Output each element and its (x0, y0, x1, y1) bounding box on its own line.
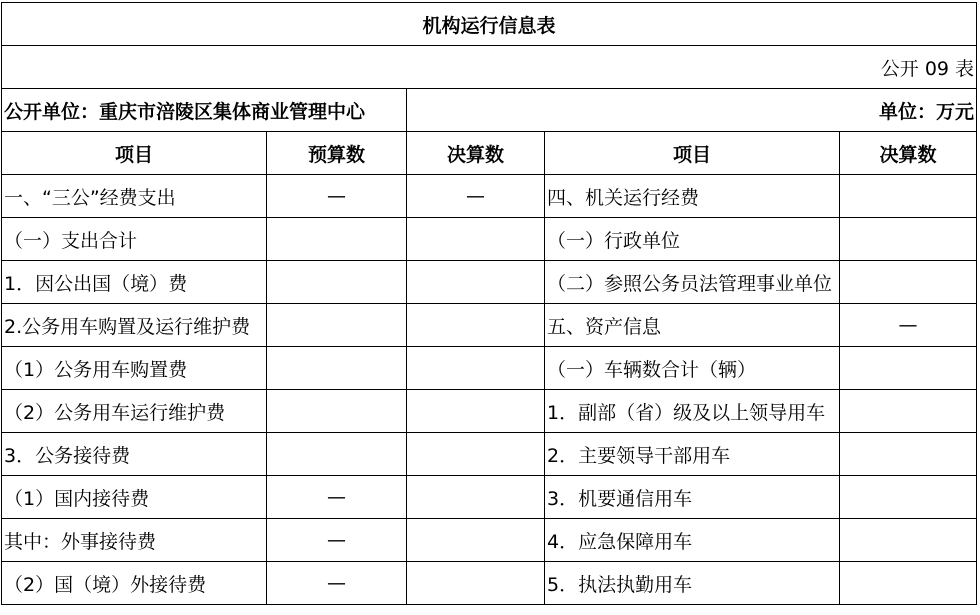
title-row (2, 3, 977, 46)
budget-value (267, 433, 407, 476)
publishing-unit: 公开单位：重庆市涪陵区集体商业管理中心 (2, 89, 407, 132)
right-item: 3．机要通信用车 (545, 476, 840, 519)
table-number: 公开 09 表 (2, 46, 977, 89)
right-final-value (840, 218, 977, 261)
budget-value: — (267, 476, 407, 519)
right-item: 五、资产信息 (545, 304, 840, 347)
right-final-value (840, 347, 977, 390)
table-row (2, 347, 977, 390)
final-value (407, 390, 545, 433)
budget-value (267, 390, 407, 433)
budget-value (267, 261, 407, 304)
right-final-value (840, 261, 977, 304)
header-budget: 预算数 (267, 132, 407, 175)
table-title: 机构运行信息表 (2, 3, 977, 46)
right-item: 四、机关运行经费 (545, 175, 840, 218)
left-item: （一）支出合计 (2, 218, 267, 261)
right-final-value (840, 390, 977, 433)
right-final-value (840, 562, 977, 605)
final-value (407, 261, 545, 304)
header-item-left: 项目 (2, 132, 267, 175)
right-final-value (840, 476, 977, 519)
budget-value (267, 347, 407, 390)
final-value (407, 562, 545, 605)
left-item: 一、“三公”经费支出 (2, 175, 267, 218)
left-item: 其中：外事接待费 (2, 519, 267, 562)
header-final-right: 决算数 (840, 132, 977, 175)
table-row (2, 519, 977, 562)
right-item: 2．主要领导干部用车 (545, 433, 840, 476)
final-value (407, 476, 545, 519)
currency-unit: 单位：万元 (407, 89, 977, 132)
left-item: 1．因公出国（境）费 (2, 261, 267, 304)
right-item: （一）行政单位 (545, 218, 840, 261)
table-row (2, 562, 977, 605)
right-item: 5．执法执勤用车 (545, 562, 840, 605)
final-value (407, 218, 545, 261)
right-final-value: — (840, 304, 977, 347)
right-item: （二）参照公务员法管理事业单位 (545, 261, 840, 304)
right-item: （一）车辆数合计（辆） (545, 347, 840, 390)
table-row (2, 304, 977, 347)
table-row (2, 433, 977, 476)
final-value (407, 347, 545, 390)
right-final-value (840, 175, 977, 218)
budget-value (267, 304, 407, 347)
table-number-row (2, 46, 977, 89)
right-item: 1．副部（省）级及以上领导用车 (545, 390, 840, 433)
table-row (2, 390, 977, 433)
budget-value (267, 218, 407, 261)
table-row (2, 218, 977, 261)
final-value (407, 519, 545, 562)
table-row (2, 476, 977, 519)
unit-row (2, 89, 977, 132)
header-item-right: 项目 (545, 132, 840, 175)
right-item: 4．应急保障用车 (545, 519, 840, 562)
table-row (2, 175, 977, 218)
final-value: — (407, 175, 545, 218)
left-item: （2）国（境）外接待费 (2, 562, 267, 605)
left-item: （1）国内接待费 (2, 476, 267, 519)
left-item: （2）公务用车运行维护费 (2, 390, 267, 433)
left-item: 3．公务接待费 (2, 433, 267, 476)
final-value (407, 304, 545, 347)
budget-value: — (267, 519, 407, 562)
final-value (407, 433, 545, 476)
right-final-value (840, 433, 977, 476)
budget-value: — (267, 562, 407, 605)
header-row (2, 132, 977, 175)
left-item: 2.公务用车购置及运行维护费 (2, 304, 267, 347)
left-item: （1）公务用车购置费 (2, 347, 267, 390)
table-row (2, 261, 977, 304)
institution-operation-table (1, 2, 977, 605)
budget-value: — (267, 175, 407, 218)
header-final-left: 决算数 (407, 132, 545, 175)
right-final-value (840, 519, 977, 562)
